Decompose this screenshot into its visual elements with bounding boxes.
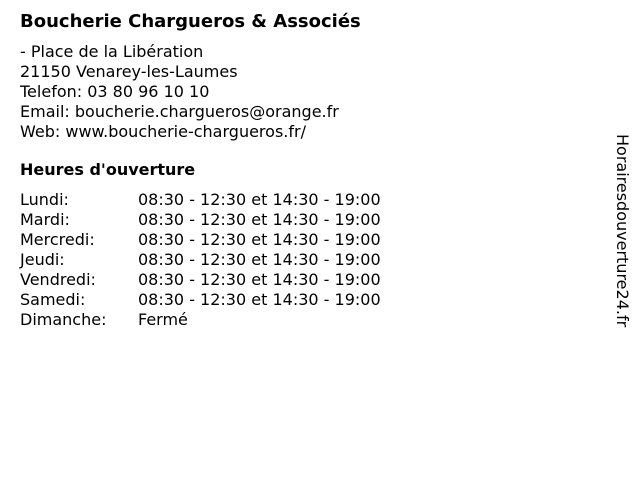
time-range: 08:30 - 12:30 et 14:30 - 19:00: [138, 290, 381, 309]
hours-row-saturday: [20, 290, 600, 310]
hours-row-thursday: [20, 250, 600, 270]
email-line: Email: boucherie.chargueros@orange.fr: [20, 102, 339, 121]
time-range: 08:30 - 12:30 et 14:30 - 19:00: [138, 190, 381, 209]
opening-hours-list: [20, 190, 600, 330]
hours-row-friday: [20, 270, 600, 290]
opening-hours-heading: Heures d'ouverture: [20, 160, 196, 179]
website-line: Web: www.boucherie-chargueros.fr/: [20, 122, 306, 141]
day-label: Jeudi:: [20, 250, 65, 269]
time-range: 08:30 - 12:30 et 14:30 - 19:00: [138, 270, 381, 289]
street-address: - Place de la Libération: [20, 42, 204, 61]
day-label: Mercredi:: [20, 230, 95, 249]
time-range: 08:30 - 12:30 et 14:30 - 19:00: [138, 210, 381, 229]
postal-city: 21150 Venarey-les-Laumes: [20, 62, 238, 81]
day-label: Mardi:: [20, 210, 70, 229]
hours-row-wednesday: [20, 230, 600, 250]
time-range: 08:30 - 12:30 et 14:30 - 19:00: [138, 250, 381, 269]
day-label: Lundi:: [20, 190, 69, 209]
phone-line: Telefon: 03 80 96 10 10: [20, 82, 210, 101]
time-range: 08:30 - 12:30 et 14:30 - 19:00: [138, 230, 381, 249]
hours-row-tuesday: [20, 210, 600, 230]
day-label: Dimanche:: [20, 310, 107, 329]
hours-row-monday: [20, 190, 600, 210]
hours-row-sunday: [20, 310, 600, 330]
day-label: Samedi:: [20, 290, 86, 309]
time-range: Fermé: [138, 310, 188, 329]
business-name: Boucherie Chargueros & Associés: [20, 11, 361, 32]
day-label: Vendredi:: [20, 270, 96, 289]
contact-block: [20, 42, 600, 142]
site-watermark: Horairesdouverture24.fr: [613, 134, 632, 328]
business-card: [20, 10, 600, 330]
